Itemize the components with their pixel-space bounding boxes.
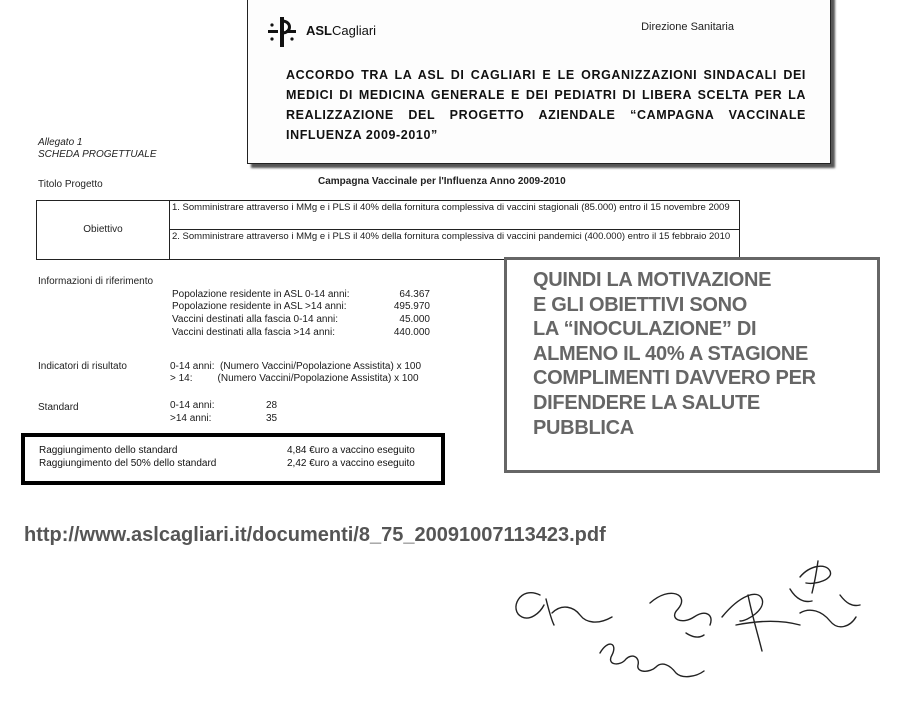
signature-2 <box>600 644 704 677</box>
objective-1: 1. Somministrare attraverso i MMg e i PLS il 40% della fornitura complessiva di vaccini stagionali (85.000) entro il 15 novembre 2009 <box>170 202 740 230</box>
callout-line: DIFENDERE LA SALUTE <box>533 391 760 414</box>
info-row-label: Vaccini destinati alla fascia >14 anni: <box>172 327 335 338</box>
allegato-heading <box>38 137 157 161</box>
signature-1 <box>516 593 612 625</box>
reference-info-row <box>172 301 430 313</box>
standard-row-value: 28 <box>266 400 278 411</box>
project-title-value: Campagna Vaccinale per l'Influenza Anno 2009-2010 <box>318 176 566 187</box>
document-header-card <box>247 0 831 164</box>
department-label: Direzione Sanitaria <box>641 21 734 33</box>
info-row-value: 440.000 <box>393 327 430 338</box>
objective-2: 2. Somministrare attraverso i MMg e i PLS il 40% della fornitura complessiva di vaccini pandemici (400.000) entro il 15 febbraio 2010 <box>172 231 731 242</box>
payment-row-value: 2,42 €uro a vaccino eseguito <box>287 458 415 469</box>
payment-row-value: 4,84 €uro a vaccino eseguito <box>287 445 415 456</box>
allegato-line-1: Allegato 1 <box>38 137 83 148</box>
reference-info-row <box>172 327 430 339</box>
info-row-value: 45.000 <box>399 314 430 325</box>
signature-3 <box>650 593 711 637</box>
reference-info-row <box>172 289 430 301</box>
info-row-value: 64.367 <box>399 289 430 300</box>
standard-row-value: 35 <box>266 413 278 424</box>
standard-row <box>170 400 278 412</box>
info-row-label: Vaccini destinati alla fascia 0-14 anni: <box>172 314 339 325</box>
callout-text <box>533 268 873 440</box>
objectives-table <box>36 200 740 260</box>
standard-row-label: 0-14 anni: <box>170 400 215 411</box>
agreement-title: ACCORDO TRA LA ASL DI CAGLIARI E LE ORGANIZZAZIONI SINDACALI DEI MEDICI DI MEDICINA GENERALE E DEI PEDIATRI DI LIBERA SCELTA PER LA REALIZZAZIONE DEL PROGETTO AZIENDALE “CAMPAGNA VACCINALE INFLUENZA 2009-2010” <box>286 68 806 142</box>
signature-4 <box>722 594 800 651</box>
callout-line: COMPLIMENTI DAVVERO PER <box>533 367 816 390</box>
source-url[interactable]: http://www.aslcagliari.it/documenti/8_75_20091007113423.pdf <box>24 524 606 546</box>
standard-row <box>170 413 278 425</box>
commentary-callout <box>504 257 880 473</box>
asl-logo-icon <box>266 15 298 49</box>
objectives-label: Obiettivo <box>37 201 170 259</box>
info-row-value: 495.970 <box>393 301 430 312</box>
payment-row-label: Raggiungimento dello standard <box>39 445 178 456</box>
callout-line: QUINDI LA MOTIVAZIONE <box>533 269 772 291</box>
payment-row-label: Raggiungimento del 50% dello standard <box>39 458 217 469</box>
logo-brand: ASL <box>306 23 332 38</box>
result-indicators-label: Indicatori di risultato <box>38 361 127 372</box>
indicator-row: > 14: (Numero Vaccini/Popolazione Assistita) x 100 <box>170 373 419 384</box>
callout-line: E GLI OBIETTIVI SONO <box>533 293 748 316</box>
info-row-label: Popolazione residente in ASL >14 anni: <box>172 301 347 312</box>
indicator-row: 0-14 anni: (Numero Vaccini/Popolazione Assistita) x 100 <box>170 361 422 372</box>
reference-info-label: Informazioni di riferimento <box>38 276 154 287</box>
allegato-line-2: SCHEDA PROGETTUALE <box>38 149 157 160</box>
project-title-label: Titolo Progetto <box>38 179 103 190</box>
logo-city: Cagliari <box>332 23 377 38</box>
reference-info-row <box>172 314 430 326</box>
callout-line: ALMENO IL 40% A STAGIONE <box>533 342 809 365</box>
logo-text <box>306 23 376 38</box>
standard-label: Standard <box>38 402 79 413</box>
handwritten-signatures <box>500 555 880 720</box>
callout-line: PUBBLICA <box>533 416 634 439</box>
payment-box <box>21 433 445 485</box>
info-row-label: Popolazione residente in ASL 0-14 anni: <box>172 289 350 300</box>
standard-row-label: >14 anni: <box>170 413 212 424</box>
callout-line: LA “INOCULAZIONE” DI <box>533 318 757 341</box>
signature-5 <box>790 561 860 627</box>
